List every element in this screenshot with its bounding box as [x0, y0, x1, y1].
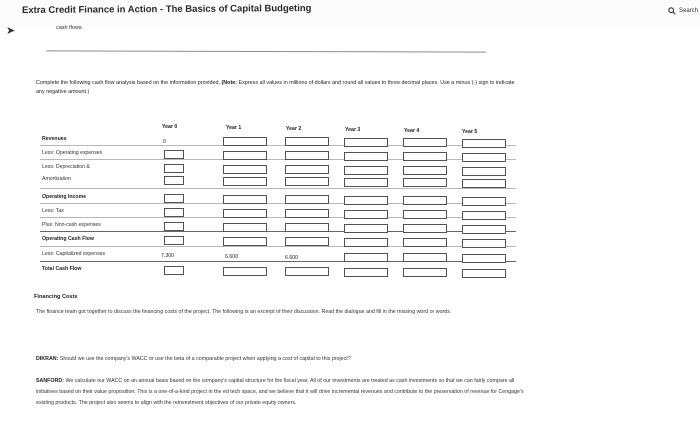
row-label-amortization: Amortization	[42, 176, 71, 182]
search-icon	[668, 7, 676, 15]
input-cell[interactable]	[403, 224, 447, 233]
input-cell[interactable]	[462, 197, 506, 206]
input-cell[interactable]	[462, 225, 506, 234]
input-cell[interactable]	[403, 210, 447, 219]
instructions-lead: Complete the following cash flow analysis based on the information provided.	[36, 80, 222, 86]
search-box[interactable]	[668, 4, 700, 18]
input-cell[interactable]	[223, 151, 267, 160]
input-cell[interactable]	[462, 254, 506, 263]
row-label-revenues: Revenues	[42, 136, 67, 142]
input-cell[interactable]	[403, 268, 447, 277]
section-title-financing: Financing Costs	[34, 294, 78, 300]
back-arrow-icon[interactable]: ➤	[6, 25, 16, 37]
divider	[46, 50, 486, 52]
top-fragment-text: cash flows.	[56, 25, 84, 31]
title-bar	[0, 0, 700, 28]
capitalized-year2-value: 6.600	[285, 255, 298, 261]
year-header: Year 5	[462, 129, 478, 135]
input-cell[interactable]	[285, 151, 329, 160]
row-label-capitalized: Less: Capitalized expenses	[42, 251, 106, 257]
input-cell[interactable]	[164, 176, 184, 185]
dialogue-dikran	[36, 354, 526, 365]
input-cell[interactable]	[403, 196, 447, 205]
input-cell[interactable]	[223, 177, 267, 186]
input-cell[interactable]	[164, 208, 184, 217]
input-cell[interactable]	[285, 209, 329, 218]
revenues-year0-value: 0	[163, 139, 166, 145]
input-cell[interactable]	[462, 211, 506, 220]
instructions	[36, 79, 521, 97]
year-header: Year 2	[286, 126, 302, 132]
input-cell[interactable]	[403, 138, 447, 147]
input-cell[interactable]	[344, 253, 388, 262]
input-cell[interactable]	[344, 196, 388, 205]
input-cell[interactable]	[344, 238, 388, 247]
input-cell[interactable]	[344, 224, 388, 233]
row-label-operating-expenses: Less: Operating expenses	[42, 150, 103, 156]
input-cell[interactable]	[223, 165, 267, 174]
input-cell[interactable]	[164, 150, 184, 159]
row-label-tax: Less: Tax	[42, 208, 64, 214]
input-cell[interactable]	[344, 210, 388, 219]
page-title: Extra Credit Finance in Action - The Basics of Capital Budgeting	[21, 2, 312, 17]
sanford-text: We calculate our WACC on an annual basis based on the company's capital structure for the fiscal year. All of our investments are treated as cash investments so that we can fairly compare all initiatives based on their value proposition. This is a one-of-a-kind project in the ed tech space, and we believe that it will drive incremental revenues and contribute to the preservation of revenue for Cengage's existing products. The project also seems to align with the reinvestment objectives of our private equity owners.	[36, 378, 524, 406]
financing-intro: The finance team got together to discuss the financing costs of the project. The following is an excerpt of their discussion. Read the dialogue and fill in the missing word or words.	[36, 309, 452, 315]
speaker-dikran: DIKRAN:	[36, 356, 59, 362]
year-header: Year 4	[404, 128, 420, 134]
year-header: Year 1	[226, 125, 242, 131]
input-cell[interactable]	[285, 223, 329, 232]
input-cell[interactable]	[164, 236, 184, 245]
input-cell[interactable]	[223, 237, 267, 246]
input-cell[interactable]	[462, 269, 506, 278]
row-divider	[40, 188, 516, 189]
input-cell[interactable]	[403, 166, 447, 175]
input-cell[interactable]	[462, 239, 506, 248]
capitalized-year1-value: 6.600	[225, 254, 238, 260]
input-cell[interactable]	[164, 194, 184, 203]
input-cell[interactable]	[223, 209, 267, 218]
input-cell[interactable]	[344, 178, 388, 187]
year-header: Year 0	[162, 124, 178, 130]
speaker-sanford: SANFORD:	[36, 378, 64, 384]
input-cell[interactable]	[344, 166, 388, 175]
row-label-operating-cash-flow: Operating Cash Flow	[42, 236, 94, 242]
input-cell[interactable]	[223, 223, 267, 232]
note-label: (Note:	[221, 80, 238, 86]
input-cell[interactable]	[285, 177, 329, 186]
capitalized-year0-value: 7.300	[161, 253, 174, 259]
input-cell[interactable]	[462, 167, 506, 176]
row-label-operating-income: Operating Income	[42, 194, 87, 200]
input-cell[interactable]	[285, 237, 329, 246]
input-cell[interactable]	[344, 138, 388, 147]
input-cell[interactable]	[285, 137, 329, 146]
dialogue-sanford	[36, 376, 526, 409]
input-cell[interactable]	[344, 152, 388, 161]
input-cell[interactable]	[403, 152, 447, 161]
input-cell[interactable]	[223, 137, 267, 146]
dikran-text: Should we use the company's WACC or use the beta of a comparable project when applying a cost of capital to this project?	[58, 356, 351, 362]
input-cell[interactable]	[462, 139, 506, 148]
input-cell[interactable]	[223, 195, 267, 204]
input-cell[interactable]	[164, 266, 184, 275]
search-label: Search	[678, 8, 698, 14]
input-cell[interactable]	[164, 222, 184, 231]
input-cell[interactable]	[285, 195, 329, 204]
input-cell[interactable]	[164, 164, 184, 173]
input-cell[interactable]	[462, 179, 506, 188]
row-label-non-cash: Plus: Non-cash expenses	[42, 222, 101, 228]
input-cell[interactable]	[344, 268, 388, 277]
row-label-depreciation: Less: Depreciation &	[42, 164, 90, 170]
row-label-total-cash-flow: Total Cash Flow	[42, 266, 82, 272]
input-cell[interactable]	[285, 267, 329, 276]
input-cell[interactable]	[462, 153, 506, 162]
year-header: Year 3	[345, 127, 361, 133]
input-cell[interactable]	[403, 253, 447, 262]
input-cell[interactable]	[403, 178, 447, 187]
input-cell[interactable]	[403, 238, 447, 247]
input-cell[interactable]	[223, 267, 267, 276]
input-cell[interactable]	[285, 165, 329, 174]
note-text: Express all values in millions of dollars and round all values to three decimal places. Use a minus (-) sign to indicate any negative amount.)	[36, 80, 515, 95]
